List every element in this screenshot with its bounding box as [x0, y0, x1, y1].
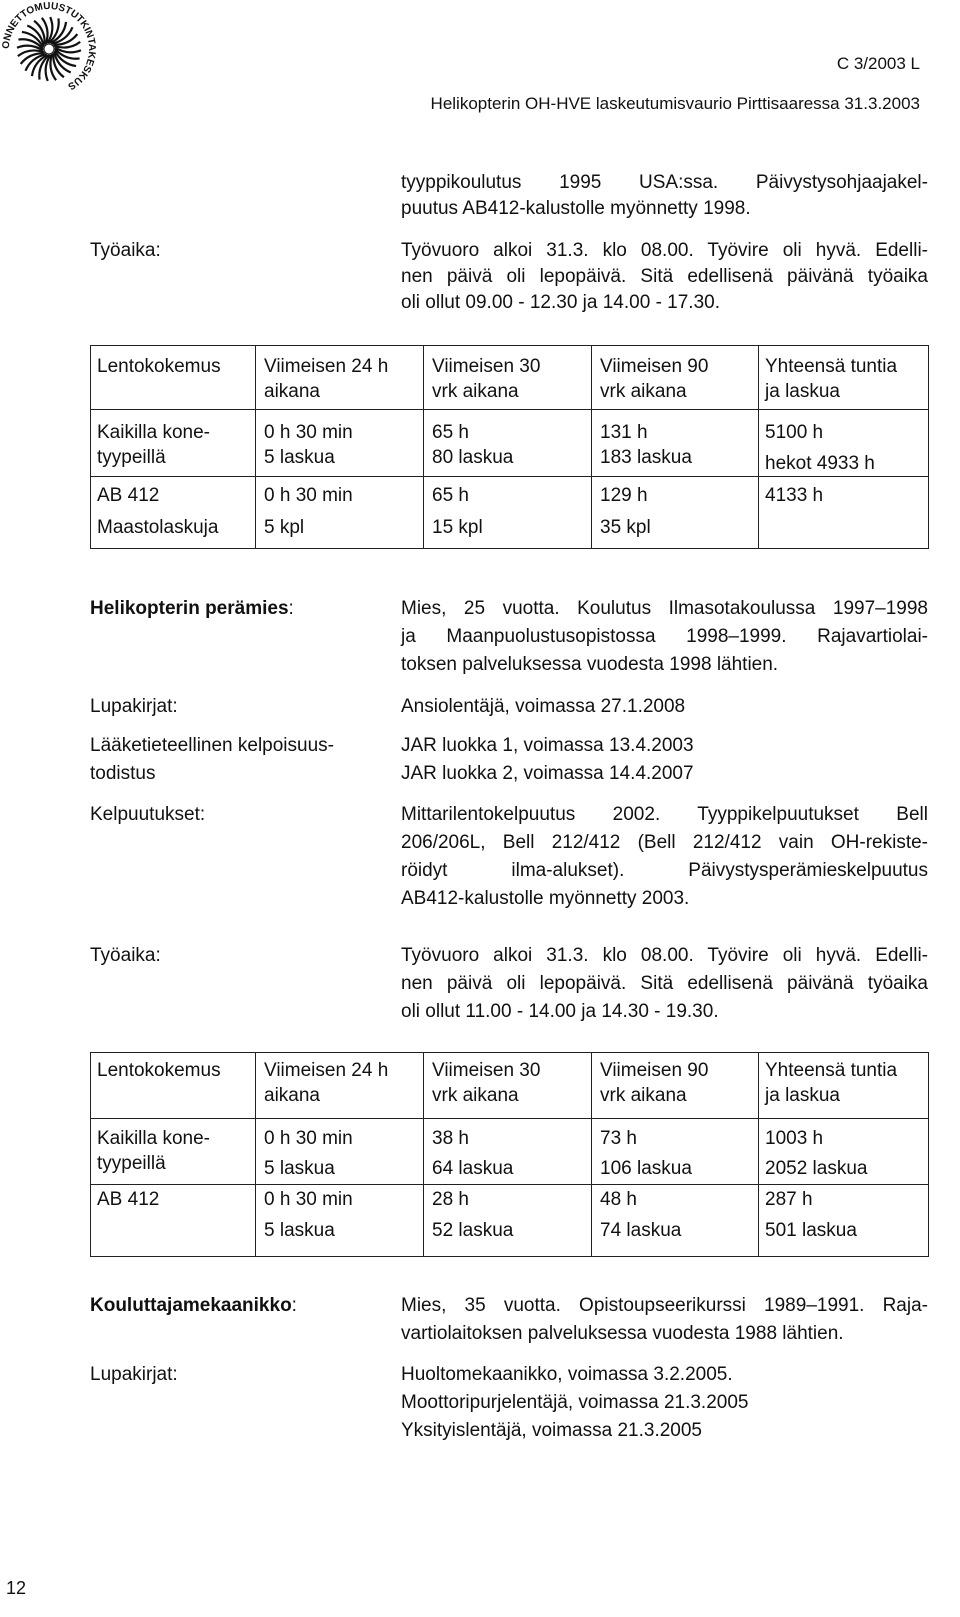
table-cell: 52 laskua: [432, 1220, 514, 1241]
copilot-medical-line-1: JAR luokka 1, voimassa 13.4.2003: [401, 735, 694, 756]
table-cell: 5 laskua: [264, 1220, 335, 1241]
copilot-worktime-line-3: oli ollut 11.00 - 14.00 ja 14.30 - 19.30.: [401, 1001, 719, 1022]
table-row: [91, 1185, 929, 1257]
table-cell: 501 laskua: [765, 1220, 857, 1241]
report-code: C 3/2003 L: [836, 54, 920, 73]
copilot-colon: :: [288, 598, 294, 619]
header-cell: Yhteensä tuntia: [765, 356, 898, 377]
mechanic-licence-line-2: Moottoripurjelentäjä, voimassa 21.3.2005: [401, 1392, 749, 1413]
header-cell: Lentokokemus: [97, 1060, 221, 1081]
header-cell: Viimeisen 24 h: [264, 356, 389, 377]
table-cell: tyypeillä: [97, 447, 166, 468]
copilot-medical-label-line-1: Lääketieteellinen kelpoisuus-: [90, 735, 334, 756]
copilot-label: Helikopterin perämies: [90, 598, 289, 619]
copilot-ratings-line-1: Mittarilentokelpuutus 2002. Tyyppikelpuutukset Bell: [401, 804, 928, 825]
table-cell: 0 h 30 min: [264, 485, 353, 506]
pilot-experience-table: [90, 345, 929, 549]
table-cell: 0 h 30 min: [264, 422, 353, 443]
table-cell: 106 laskua: [600, 1158, 692, 1179]
copilot-medical-label-line-2: todistus: [90, 763, 156, 784]
mechanic-desc-line-1: Mies, 35 vuotta. Opistoupseerikurssi 1989–1991. Raja-: [401, 1295, 928, 1316]
copilot-medical-line-2: JAR luokka 2, voimassa 14.4.2007: [401, 763, 694, 784]
table-cell: 5100 h: [765, 422, 824, 443]
table-cell: 38 h: [432, 1128, 469, 1149]
header-cell: aikana: [264, 1085, 320, 1106]
pilot-worktime-line-3: oli ollut 09.00 - 12.30 ja 14.00 - 17.30.: [401, 292, 721, 313]
copilot-licence: Ansiolentäjä, voimassa 27.1.2008: [401, 696, 686, 717]
header-cell: ja laskua: [765, 1085, 840, 1106]
table-cell: Maastolaskuja: [97, 517, 219, 538]
copilot-worktime-line-1: Työvuoro alkoi 31.3. klo 08.00. Työvire oli hyvä. Edelli-: [401, 945, 928, 966]
copilot-ratings-label: Kelpuutukset:: [90, 804, 206, 825]
table-cell: 65 h: [432, 485, 469, 506]
table-cell: 287 h: [765, 1189, 813, 1210]
mechanic-desc-line-2: vartiolaitoksen palveluksessa vuodesta 1988 lähtien.: [401, 1323, 844, 1344]
agency-logo: [2, 2, 96, 96]
table-cell: 48 h: [600, 1189, 637, 1210]
table-cell: 15 kpl: [432, 517, 483, 538]
table-row: [91, 1119, 929, 1185]
pilot-worktime-line-1: Työvuoro alkoi 31.3. klo 08.00. Työvire oli hyvä. Edelli-: [401, 240, 928, 261]
table-cell: 129 h: [600, 485, 648, 506]
table-cell: hekot 4933 h: [765, 453, 875, 474]
table-cell: 35 kpl: [600, 517, 651, 538]
table-cell: 80 laskua: [432, 447, 514, 468]
page-number: 12: [6, 1578, 27, 1598]
mechanic-heading: [90, 1293, 297, 1319]
table-row: [91, 477, 929, 549]
table-cell: 183 laskua: [600, 447, 692, 468]
table-cell: 5 laskua: [264, 1158, 335, 1179]
header-cell: Viimeisen 90: [600, 356, 709, 377]
table-cell: 65 h: [432, 422, 469, 443]
header-cell: vrk aikana: [432, 381, 519, 402]
header-cell: Lentokokemus: [97, 356, 221, 377]
copilot-ratings-line-3: röidyt ilma-alukset). Päivystysperämieskelpuutus: [401, 860, 928, 881]
table-cell: 0 h 30 min: [264, 1189, 353, 1210]
table-cell: 5 kpl: [264, 517, 305, 538]
copilot-experience-table: [90, 1052, 929, 1257]
copilot-worktime-label: Työaika:: [90, 945, 161, 966]
table-cell: AB 412: [97, 485, 160, 506]
table-cell: 28 h: [432, 1189, 469, 1210]
table-cell: AB 412: [97, 1189, 160, 1210]
copilot-worktime-line-2: nen päivä oli lepopäivä. Sitä edellisenä päivänä työaika: [401, 973, 928, 994]
table-cell: 4133 h: [765, 485, 824, 506]
mechanic-licence-line-3: Yksityislentäjä, voimassa 21.3.2005: [401, 1420, 702, 1441]
table-cell: Kaikilla kone-: [97, 422, 210, 443]
copilot-heading: [90, 596, 294, 622]
table-cell: 1003 h: [765, 1128, 824, 1149]
header-cell: vrk aikana: [600, 1085, 687, 1106]
mechanic-licence-label: Lupakirjat:: [90, 1364, 178, 1385]
pilot-training-line-1: tyyppikoulutus 1995 USA:ssa. Päivystysohjaajakel-: [401, 172, 928, 193]
header-cell: vrk aikana: [432, 1085, 519, 1106]
copilot-desc-line-3: toksen palveluksessa vuodesta 1998 lähtien.: [401, 654, 779, 675]
copilot-ratings-line-4: AB412-kalustolle myönnetty 2003.: [401, 888, 690, 909]
table-cell: 74 laskua: [600, 1220, 682, 1241]
table-header-row: [91, 1053, 929, 1119]
table-cell: 5 laskua: [264, 447, 335, 468]
copilot-desc-line-2: ja Maanpuolustusopistossa 1998–1999. Rajavartiolai-: [401, 626, 928, 647]
header-cell: Viimeisen 24 h: [264, 1060, 389, 1081]
header-cell: aikana: [264, 381, 320, 402]
copilot-licence-label: Lupakirjat:: [90, 696, 178, 717]
mechanic-label: Kouluttajamekaanikko: [90, 1295, 292, 1316]
pilot-worktime-line-2: nen päivä oli lepopäivä. Sitä edellisenä päivänä työaika: [401, 266, 928, 287]
header-cell: ja laskua: [765, 381, 840, 402]
table-cell: Kaikilla kone-: [97, 1128, 210, 1149]
header-cell: Viimeisen 30: [432, 356, 541, 377]
copilot-ratings-line-2: 206/206L, Bell 212/412 (Bell 212/412 vain OH-rekiste-: [401, 832, 928, 853]
mechanic-licence-line-1: Huoltomekaanikko, voimassa 3.2.2005.: [401, 1364, 733, 1385]
table-cell: tyypeillä: [97, 1153, 166, 1174]
header-cell: Yhteensä tuntia: [765, 1060, 898, 1081]
pilot-training-line-2: puutus AB412-kalustolle myönnetty 1998.: [401, 198, 751, 219]
header-cell: Viimeisen 30: [432, 1060, 541, 1081]
header-cell: vrk aikana: [600, 381, 687, 402]
table-header-row: [91, 346, 929, 410]
table-row: [91, 410, 929, 477]
table-cell: 131 h: [600, 422, 648, 443]
table-cell: 2052 laskua: [765, 1158, 868, 1179]
copilot-desc-line-1: Mies, 25 vuotta. Koulutus Ilmasotakoulussa 1997–1998: [401, 598, 928, 619]
table-cell: 64 laskua: [432, 1158, 514, 1179]
logo-text: ONNETTOMUUSTUTKINTAKESKUS: [2, 2, 96, 92]
report-title: Helikopterin OH-HVE laskeutumisvaurio Pirttisaaressa 31.3.2003: [430, 94, 920, 113]
table-cell: 73 h: [600, 1128, 637, 1149]
table-cell: 0 h 30 min: [264, 1128, 353, 1149]
header-cell: Viimeisen 90: [600, 1060, 709, 1081]
mechanic-colon: :: [291, 1295, 297, 1316]
pilot-worktime-label: Työaika:: [90, 240, 161, 261]
